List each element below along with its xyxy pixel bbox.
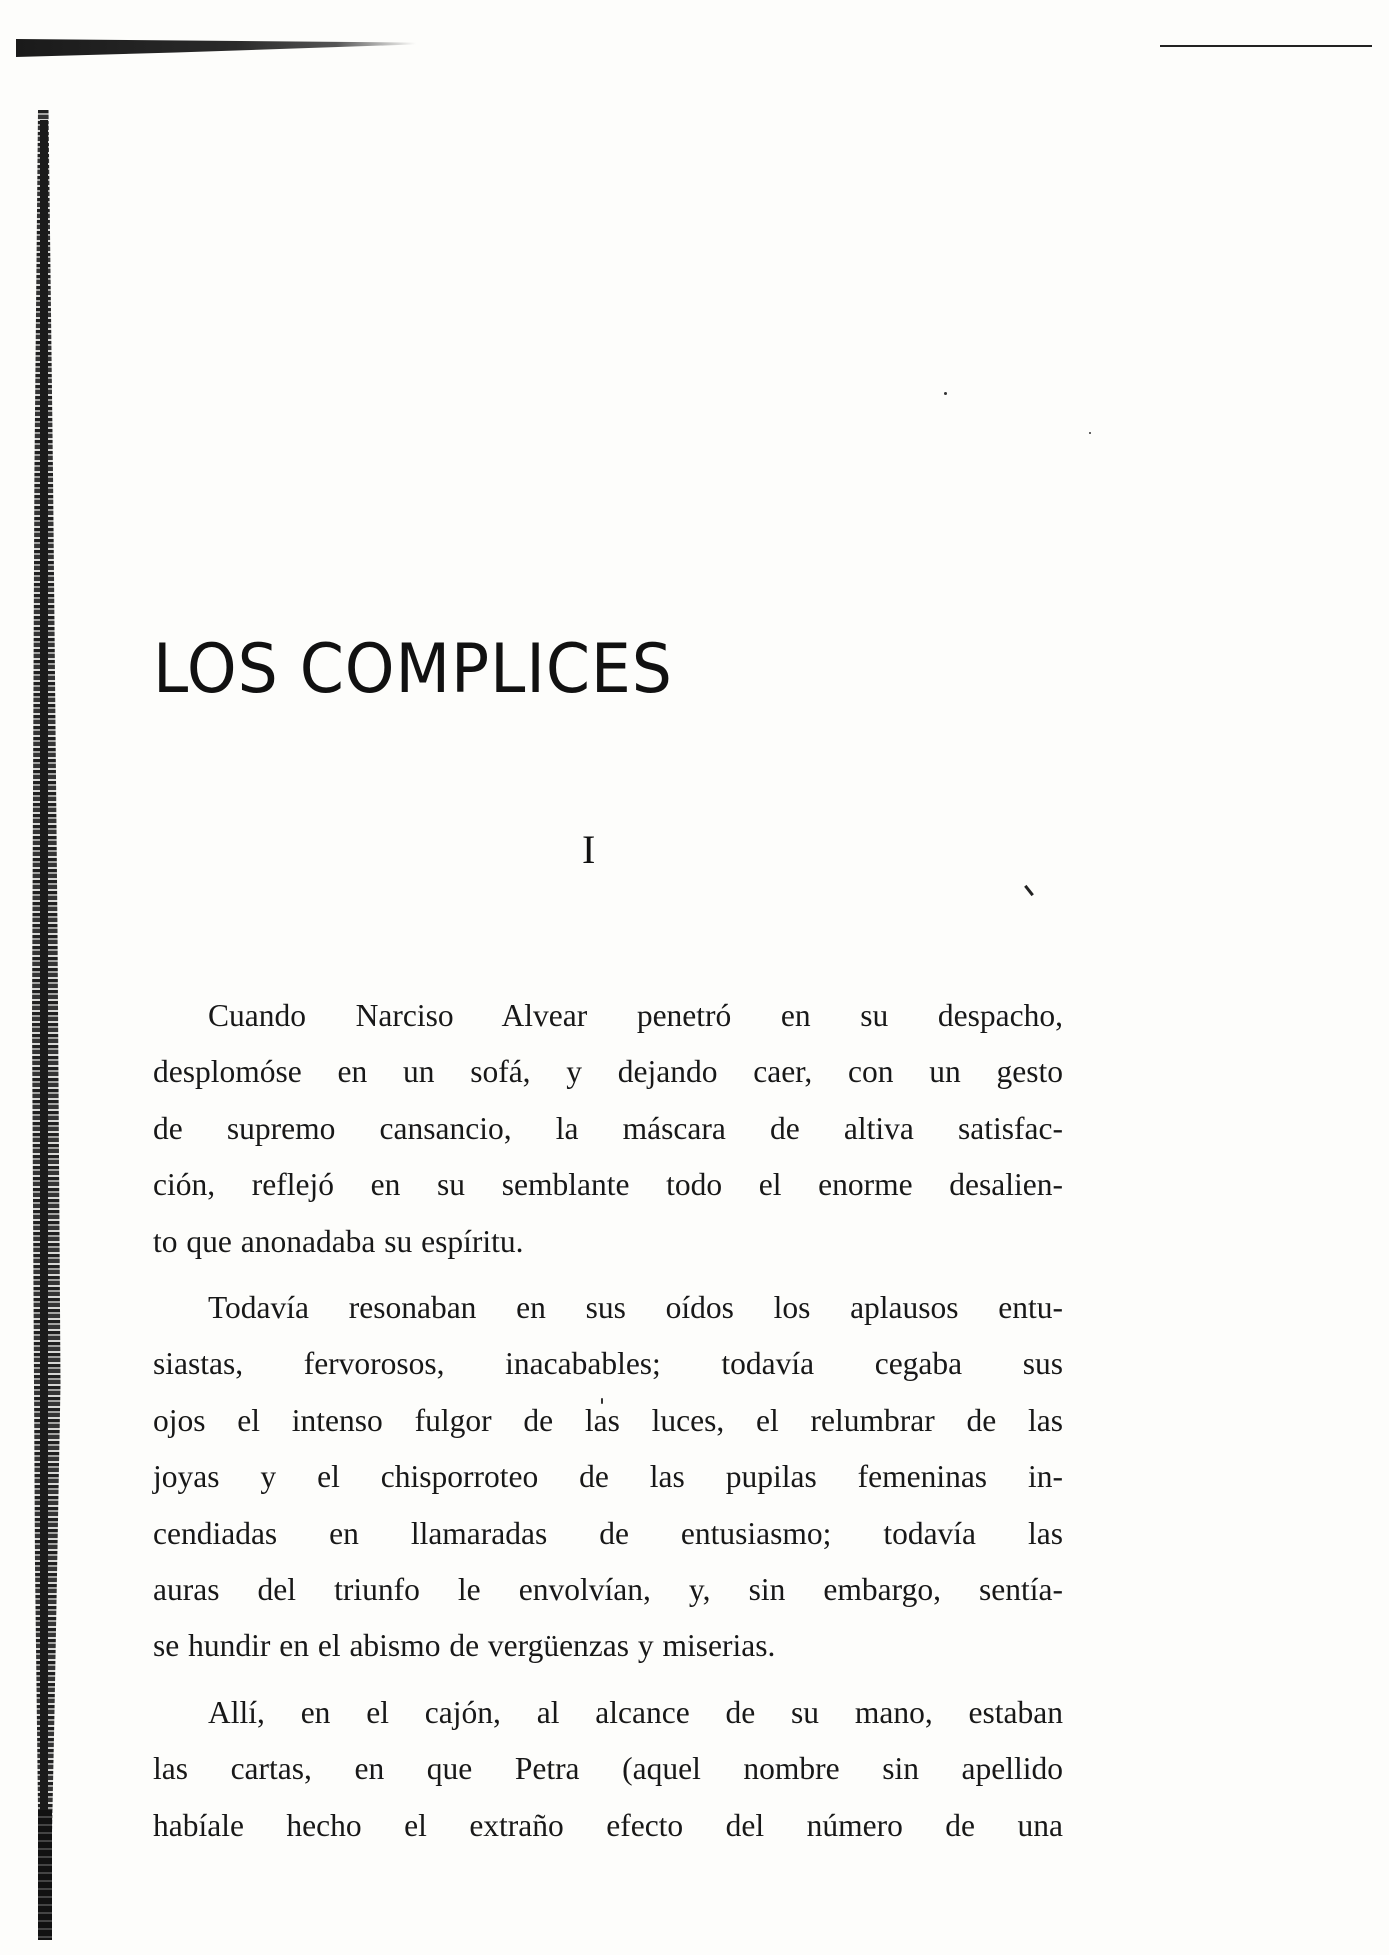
scan-binding-foot [38, 1810, 52, 1940]
text-line: Allí, en el cajón, al alcance de su mano, estaban [208, 1694, 1063, 1730]
text-line: Cuando Narciso Alvear penetró en su despacho, [208, 998, 1063, 1033]
text-line: cendiadas en llamaradas de entusiasmo; todavía las [153, 1515, 1063, 1551]
scan-edge-top-right [1160, 45, 1372, 47]
text-line: desplomóse en un sofá, y dejando caer, con un gesto [153, 1054, 1063, 1090]
chapter-title: LOS COMPLICES [153, 630, 673, 709]
text-line: to que anonadaba su espíritu. [153, 1223, 524, 1259]
text-line: habíale hecho el extraño efecto del número de una [153, 1807, 1063, 1843]
text-line: joyas y el chisporroteo de las pupilas femeninas in- [153, 1459, 1063, 1495]
paragraph [153, 1280, 1063, 1675]
scan-edge-top-left [16, 39, 416, 57]
text-line: Todavía resonaban en sus oídos los aplausos entu- [208, 1290, 1063, 1326]
text-line: las cartas, en que Petra (aquel nombre sin apellido [153, 1751, 1063, 1787]
scan-speck [944, 392, 947, 395]
body-text [153, 988, 1063, 1854]
scan-stray-mark [1024, 885, 1034, 896]
text-line: de supremo cansancio, la máscara de altiva satisfac- [153, 1110, 1063, 1146]
text-line: ción, reflejó en su semblante todo el enorme desalien- [153, 1167, 1063, 1203]
section-numeral: I [582, 827, 596, 872]
text-line: siastas, fervorosos, inacabables; todavía cegaba sus [153, 1346, 1063, 1382]
scan-speck [1089, 432, 1091, 434]
paragraph [153, 988, 1063, 1270]
scan-binding-core [40, 120, 48, 1920]
paragraph [153, 1685, 1063, 1854]
text-line: ojos el intenso fulgor de las luces, el relumbrar de las [153, 1402, 1063, 1438]
text-line: auras del triunfo le envolvían, y, sin embargo, sentía- [153, 1572, 1063, 1608]
text-line: se hundir en el abismo de vergüenzas y miserias. [153, 1628, 776, 1664]
